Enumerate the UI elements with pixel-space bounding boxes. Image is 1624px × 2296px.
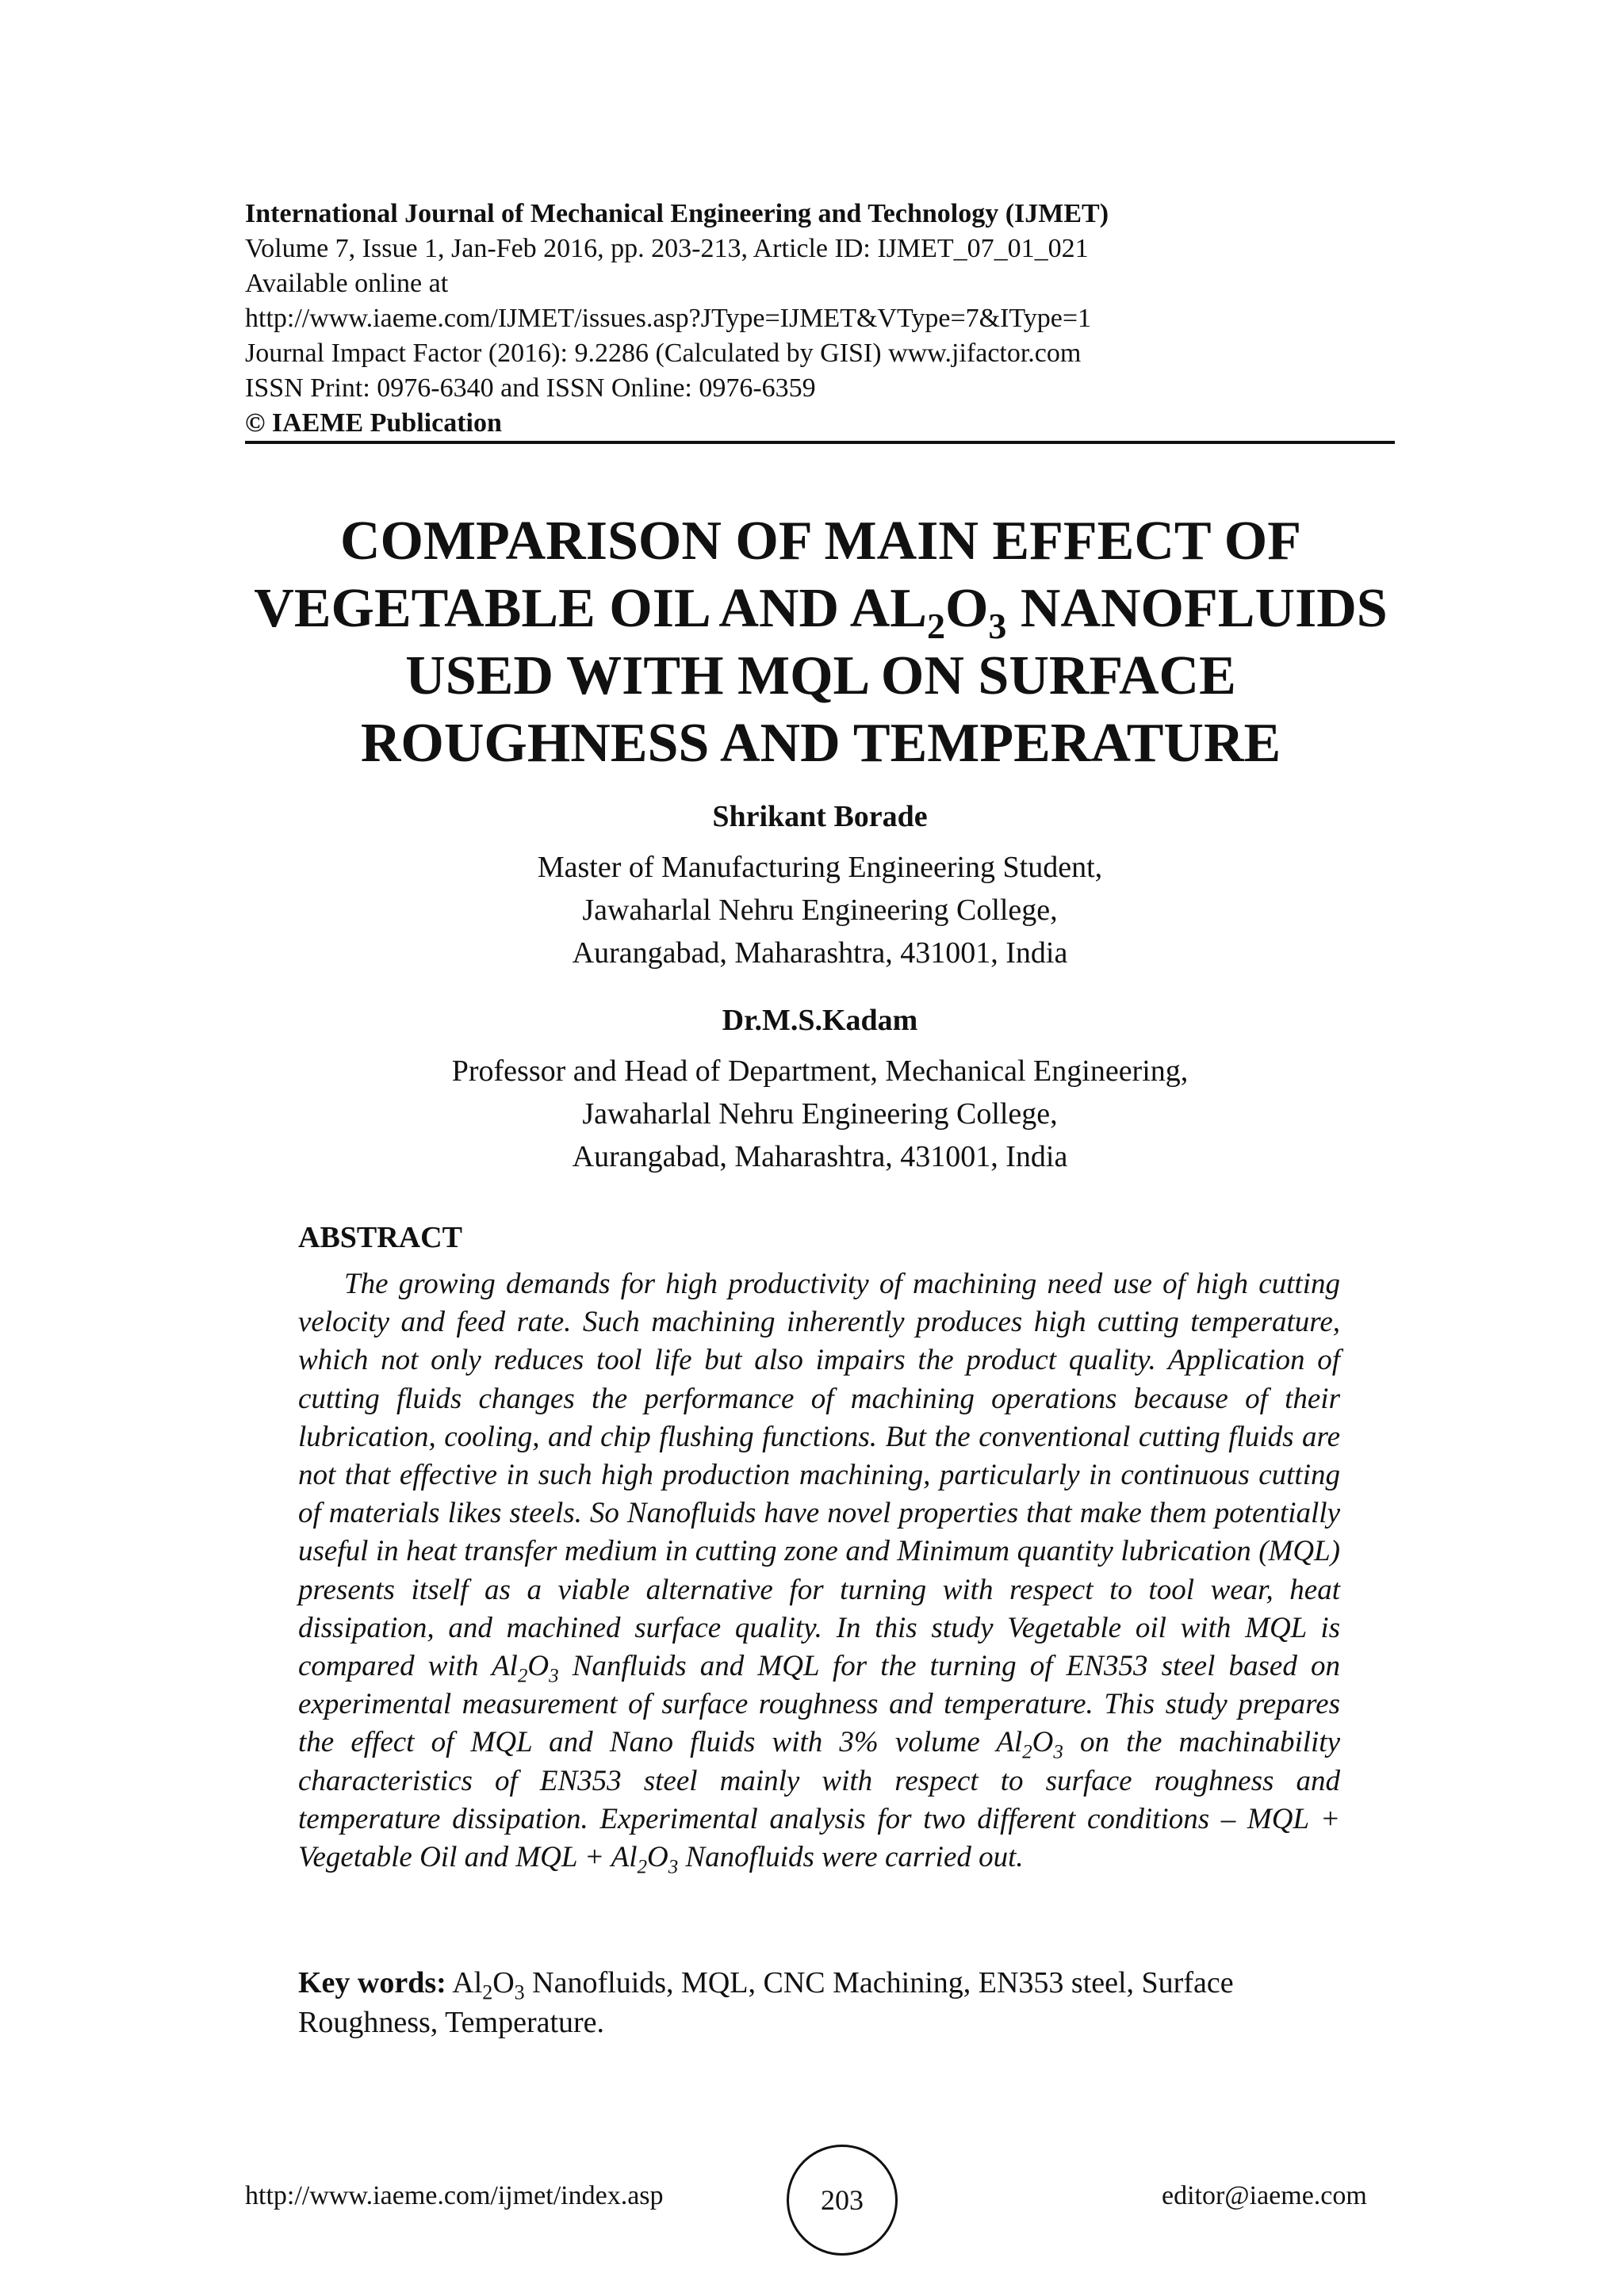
abstract-heading: ABSTRACT bbox=[298, 1221, 462, 1254]
author-institution: Jawaharlal Nehru Engineering College, bbox=[582, 894, 1058, 927]
abstract-text: The growing demands for high productivity of machining need use of high cutting velocity and feed rate. Such machining inherently produces high cutting temperature, which not only reduces tool life but also impairs the product quality. Application of cutting fluids changes the performance of machining operations because of their lubrication, cooling, and chip flushing functions. But the conventional cutting fluids are not that effective in such high production machining, particularly in continuous cutting of materials likes steels. So Nanofluids have novel properties that make them potentially useful in heat transfer medium in cutting zone and Minimum quantity lubrication (MQL) presents itself as a viable alternative for turning with respect to tool wear, heat dissipation, and machined surface quality. In this study Vegetable oil with MQL is compared with $Al_2O_3$ Nanfluids and MQL for the turning of EN353 steel based on experimental measurement of surface roughness and temperature. This study prepares the effect of MQL and Nano fluids with 3% volume $Al_2O_3$ on the machinability characteristics of EN353 steel mainly with respect to surface roughness and temperature dissipation. Experimental analysis for two different conditions – MQL + Vegetable Oil and MQL + $Al_2O_3$ Nanofluids were carried out. bbox=[298, 1268, 1340, 1878]
footer-url[interactable]: http://www.iaeme.com/ijmet/index.asp bbox=[245, 2181, 664, 2210]
author-block-1 bbox=[245, 797, 1395, 974]
footer-email[interactable]: editor@iaeme.com bbox=[1162, 2181, 1367, 2210]
title-line-2: VEGETABLE OIL AND $AL_2O_3$ NANOFLUIDS bbox=[254, 578, 1388, 646]
keywords-label: Key words: bbox=[298, 1966, 446, 1999]
publisher: © IAEME Publication bbox=[245, 408, 502, 438]
paper-title bbox=[190, 507, 1451, 777]
title-line-3: USED WITH MQL ON SURFACE bbox=[405, 645, 1236, 706]
volume-info: Volume 7, Issue 1, Jan-Feb 2016, pp. 203-213, Article ID: IJMET_07_01_021 bbox=[245, 234, 1089, 263]
author-block-2 bbox=[245, 1001, 1395, 1178]
page-number: 203 bbox=[787, 2145, 898, 2256]
issue-url[interactable]: http://www.iaeme.com/IJMET/issues.asp?JType=IJMET&VType=7&IType=1 bbox=[245, 304, 1092, 333]
journal-name: International Journal of Mechanical Engineering and Technology (IJMET) bbox=[245, 199, 1109, 228]
available-online: Available online at bbox=[245, 269, 449, 298]
author-role: Master of Manufacturing Engineering Student, bbox=[537, 851, 1103, 884]
author-location: Aurangabad, Maharashtra, 431001, India bbox=[572, 936, 1068, 970]
author-name: Dr.M.S.Kadam bbox=[722, 1004, 918, 1037]
issn-info: ISSN Print: 0976-6340 and ISSN Online: 0976-6359 bbox=[245, 373, 816, 403]
author-role: Professor and Head of Department, Mechanical Engineering, bbox=[451, 1054, 1189, 1088]
impact-factor: Journal Impact Factor (2016): 9.2286 (Calculated by GISI) www.jifactor.com bbox=[245, 339, 1082, 368]
keywords: Key words: $Al_2O_3$ Nanofluids, MQL, CNC Machining, EN353 steel, Surface Roughness, Temperature. bbox=[298, 1966, 1234, 2039]
author-name: Shrikant Borade bbox=[712, 800, 928, 833]
author-institution: Jawaharlal Nehru Engineering College, bbox=[582, 1097, 1058, 1131]
title-line-1: COMPARISON OF MAIN EFFECT OF bbox=[339, 511, 1301, 572]
header-divider bbox=[245, 441, 1395, 444]
title-line-4: ROUGHNESS AND TEMPERATURE bbox=[360, 713, 1281, 774]
author-location: Aurangabad, Maharashtra, 431001, India bbox=[572, 1140, 1068, 1173]
journal-header bbox=[245, 197, 1395, 441]
